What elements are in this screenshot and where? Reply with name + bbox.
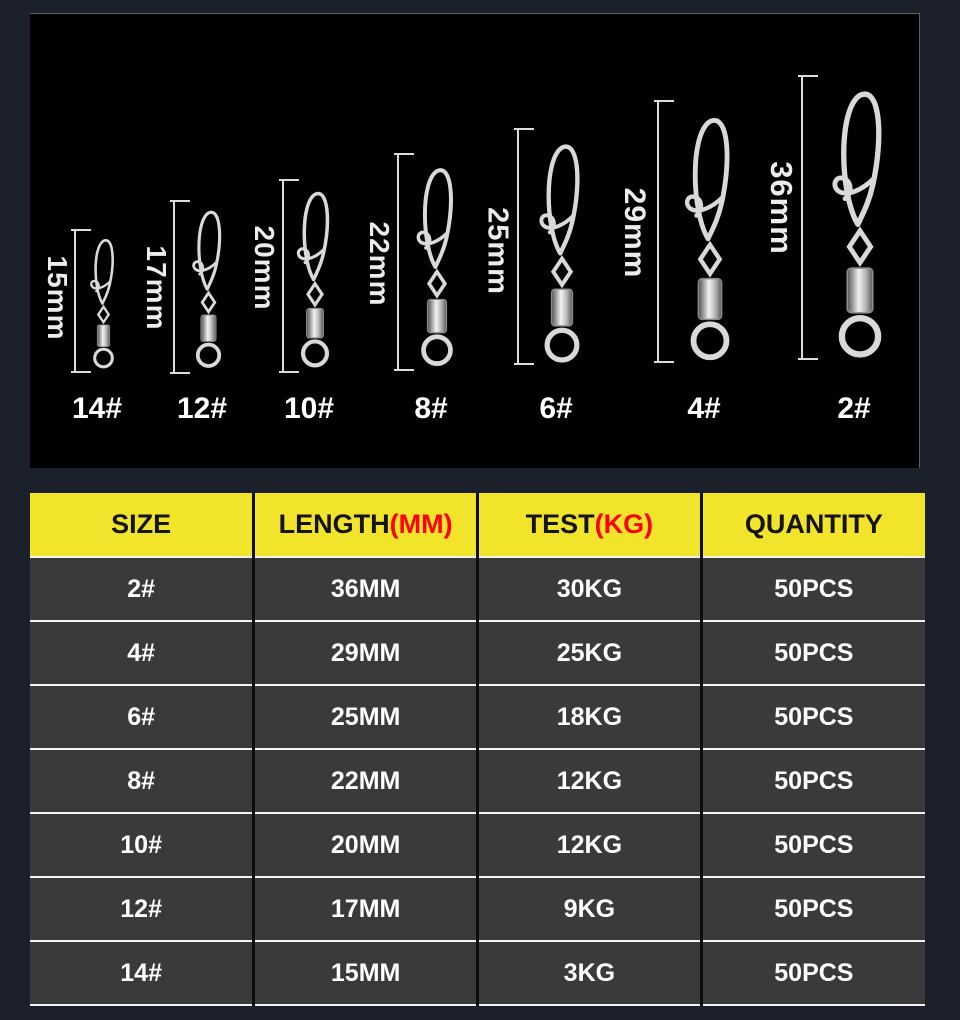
table-cell: 14#: [30, 941, 254, 1005]
table-cell: 50PCS: [701, 749, 925, 813]
size-label: 4#: [687, 392, 721, 425]
spec-table-body: [30, 557, 925, 1005]
column-header-test: [478, 493, 702, 557]
size-label: 2#: [837, 392, 871, 425]
column-label: LENGTH: [278, 509, 390, 539]
table-cell: 12KG: [478, 749, 702, 813]
measurement-tick-bottom: [279, 371, 299, 373]
dimension-label: 15mm: [42, 255, 73, 341]
column-label: QUANTITY: [744, 509, 883, 539]
column-header-length: [254, 493, 478, 557]
table-cell: 17MM: [254, 877, 478, 941]
table-row: [30, 685, 925, 749]
table-row: [30, 941, 925, 1005]
header-row: [30, 493, 925, 557]
size-label: 12#: [176, 392, 228, 425]
table-cell: 18KG: [478, 685, 702, 749]
dimension-label: 22mm: [364, 221, 395, 307]
measurement-line: [517, 128, 519, 365]
measurement-line: [173, 200, 175, 374]
measurement-line: [801, 75, 803, 360]
measurement-line: [282, 179, 284, 373]
table-cell: 22MM: [254, 749, 478, 813]
measurement-line: [657, 100, 659, 363]
snap-swivel-image: [795, 75, 925, 363]
size-label: 10#: [283, 392, 335, 425]
column-label: TEST: [525, 509, 595, 539]
snap-swivel-image: [651, 103, 769, 365]
snap-swivel-image: [509, 131, 615, 367]
table-row: [30, 749, 925, 813]
column-unit: (MM): [389, 509, 453, 539]
dimension-label: 17mm: [141, 245, 172, 331]
dimension-label: 29mm: [618, 187, 651, 279]
dimension-label: 20mm: [249, 225, 280, 311]
measurement-tick-top: [71, 229, 91, 231]
table-cell: 50PCS: [701, 877, 925, 941]
measurement-tick-top: [514, 128, 534, 130]
table-cell: 50PCS: [701, 557, 925, 621]
measurement-line: [397, 153, 399, 371]
table-cell: 4#: [30, 621, 254, 685]
table-cell: 25MM: [254, 685, 478, 749]
table-cell: 3KG: [478, 941, 702, 1005]
size-label: 8#: [414, 392, 448, 425]
spec-table-header: [30, 493, 925, 557]
measurement-line: [74, 229, 76, 373]
column-label: SIZE: [111, 509, 172, 539]
spec-table: [30, 493, 925, 1006]
product-photo: [30, 13, 920, 468]
column-header-size: [30, 493, 254, 557]
table-cell: 10#: [30, 813, 254, 877]
size-label: 6#: [539, 392, 573, 425]
table-cell: 12#: [30, 877, 254, 941]
measurement-tick-bottom: [170, 372, 190, 374]
table-cell: 50PCS: [701, 941, 925, 1005]
table-cell: 12KG: [478, 813, 702, 877]
table-row: [30, 877, 925, 941]
table-cell: 20MM: [254, 813, 478, 877]
size-label: 14#: [71, 392, 123, 425]
measurement-tick-top: [394, 153, 414, 155]
table-cell: 50PCS: [701, 813, 925, 877]
measurement-tick-bottom: [514, 363, 534, 365]
table-cell: 6#: [30, 685, 254, 749]
table-cell: 15MM: [254, 941, 478, 1005]
measurement-tick-top: [279, 179, 299, 181]
snap-swivel-image: [72, 231, 135, 371]
table-cell: 2#: [30, 557, 254, 621]
column-header-quantity: [701, 493, 925, 557]
table-cell: 9KG: [478, 877, 702, 941]
measurement-tick-bottom: [654, 361, 674, 363]
dimension-label: 36mm: [764, 161, 799, 255]
snap-swivel-image: [272, 181, 358, 371]
table-row: [30, 813, 925, 877]
column-unit: (KG): [594, 509, 654, 539]
measurement-tick-top: [654, 100, 674, 102]
dimension-label: 25mm: [481, 207, 514, 295]
measurement-tick-bottom: [394, 369, 414, 371]
table-row: [30, 557, 925, 621]
table-cell: 29MM: [254, 621, 478, 685]
table-cell: 25KG: [478, 621, 702, 685]
measurement-tick-bottom: [71, 371, 91, 373]
measurement-tick-top: [798, 75, 818, 77]
table-cell: 50PCS: [701, 685, 925, 749]
measurement-tick-bottom: [798, 358, 818, 360]
snap-swivel-image: [389, 156, 485, 370]
table-cell: 30KG: [478, 557, 702, 621]
measurement-tick-top: [170, 200, 190, 202]
table-cell: 36MM: [254, 557, 478, 621]
table-row: [30, 621, 925, 685]
table-cell: 8#: [30, 749, 254, 813]
snap-swivel-image: [170, 201, 247, 371]
table-cell: 50PCS: [701, 621, 925, 685]
